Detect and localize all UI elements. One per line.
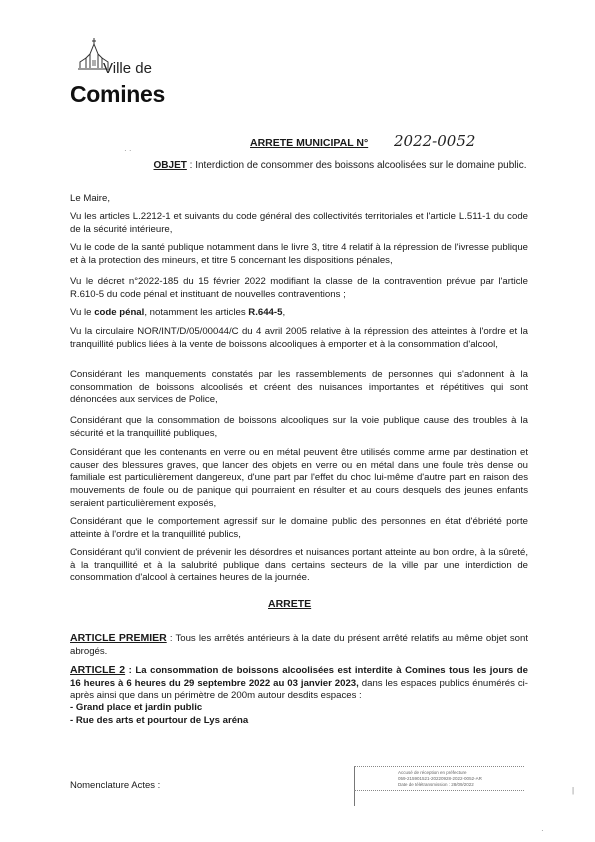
nomenclature-actes: Nomenclature Actes : <box>70 780 161 791</box>
stamp-divider <box>354 790 524 791</box>
visa-decret: Vu le décret n°2022-185 du 15 février 2022 modifiant la classe de la contravention prévue par l'article R.610-5 du code pénal et instituant de nouvelles contraventions ; <box>70 276 528 300</box>
article-2-text: dans les espaces publics énumérés ci-après ainsi que dans un périmètre de 200m autour desdits espaces : <box>70 677 528 702</box>
scan-mark: · · <box>124 146 132 155</box>
list-item: - Grand place et jardin public <box>70 702 203 713</box>
scan-mark: | <box>572 786 575 795</box>
city-logo <box>66 36 176 108</box>
stamp-line: Accusé de réception en préfecture <box>398 770 467 775</box>
visa-cgct: Vu les articles L.2212-1 et suivants du code général des collectivités territoriales et l'article L.511-1 du code de la sécurité intérieure, <box>70 211 528 235</box>
le-maire: Le Maire, <box>70 193 110 204</box>
decree-number-handwritten: 2022-0052 <box>394 132 476 150</box>
stamp-bar <box>354 766 355 806</box>
stamp-line: 059-215901521-20220928-2022-0052-AR <box>398 776 482 781</box>
stamp-divider <box>354 766 524 767</box>
considerant-2: Considérant que la consommation de boissons alcooliques sur la voie publique cause des troubles à la sécurité et la tranquillité publiques, <box>70 415 528 439</box>
considerant-3: Considérant que les contenants en verre ou en métal peuvent être utilisés comme arme par destination et causer des blessures graves, que lancer des objets en verre ou en métal dans une foule très dense ou familiale est particulièrement dangereux, d'une part par l'effet du choc lui-même d'autre part en raison des mouvements de foule ou de panique qui pourraient en résulter et au cours desquels des jeunes enfants seraient particulièrement exposés, <box>70 447 528 509</box>
visa-code-penal: Vu le code pénal, notamment les articles R.644-5, <box>70 307 286 318</box>
list-item: - Rue des arts et pourtour de Lys aréna <box>70 715 249 726</box>
objet-text: : Interdiction de consommer des boissons alcoolisées sur le domaine public. <box>186 160 527 171</box>
visa-circulaire: Vu la circulaire NOR/INT/D/05/00044/C du 4 avril 2005 relative à la répression des atteintes à l'ordre et la tranquillité publics liées à la vente de boissons alcooliques à emporter et à la consommation d'alcool, <box>70 326 528 350</box>
objet-block <box>150 159 530 172</box>
article-2-bold-text: : La consommation de boissons alcoolisées est interdite à Comines tous les jours de 16 heures à 6 heures du 29 septembre 2022 au 03 janvier 2023, <box>70 665 528 689</box>
article-premier <box>70 632 528 658</box>
considerant-4: Considérant que le comportement agressif sur le domaine public des personnes en état d'ébriété porte atteinte à l'ordre et la tranquillité publics, <box>70 516 528 540</box>
scan-mark: · <box>541 826 544 835</box>
article-premier-label: ARTICLE PREMIER <box>70 632 167 644</box>
prefecture-stamp <box>354 766 524 806</box>
stamp-line: Date de télétransmission : 28/09/2022 <box>398 782 474 787</box>
considerant-1: Considérant les manquements constatés par les rassemblements de personnes qui s'adonnent à la consommation de boissons alcoolisés et créent des nuisances importantes et répétitives qui sont dénoncées aux services de Police, <box>70 369 528 406</box>
objet-label: OBJET <box>153 160 187 171</box>
logo-text-ville: Ville de <box>103 60 152 77</box>
arrete-heading: ARRETE <box>268 598 312 610</box>
considerant-5: Considérant qu'il convient de prévenir les désordres et nuisances portant atteinte au bon ordre, à la sûreté, à la tranquillité et à la salubrité publique dans certains secteurs de la ville par une interdiction de consommation d'alcool à certaines heures de la journée. <box>70 547 528 584</box>
visa-code-sante: Vu le code de la santé publique notamment dans le livre 3, titre 4 relatif à la répression de l'ivresse publique et à la protection des mineurs, et titre 5 concernant les dispositions pénales, <box>70 242 528 266</box>
article-2-label: ARTICLE 2 <box>70 664 126 676</box>
article-premier-text: : Tous les arrêtés antérieurs à la date du présent arrêté relatifs au même objet sont abrogés. <box>70 633 528 657</box>
logo-text-comines: Comines <box>70 81 166 107</box>
article-2 <box>70 664 528 703</box>
decree-title: ARRETE MUNICIPAL N° <box>250 137 369 149</box>
